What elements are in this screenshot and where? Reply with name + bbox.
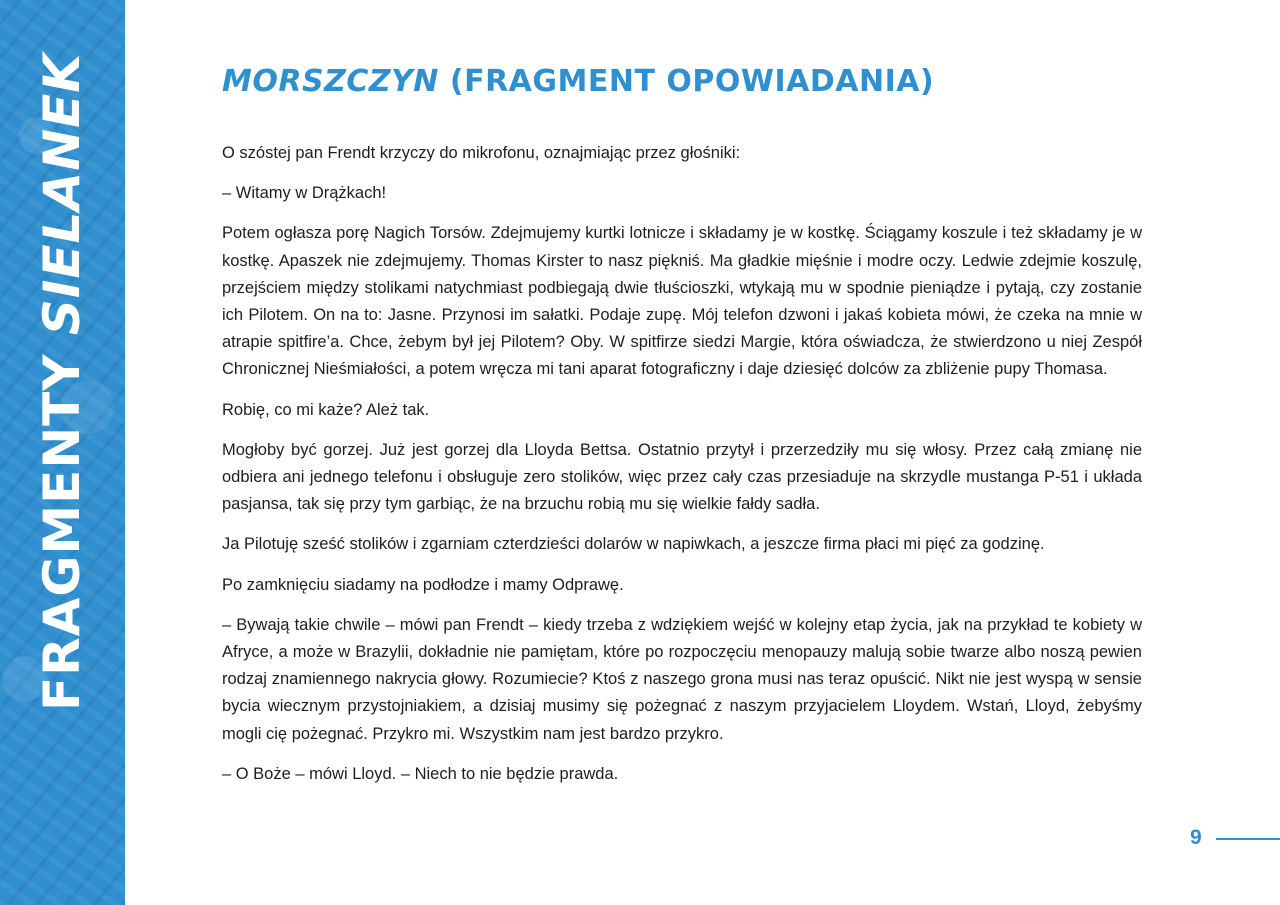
paragraph: – Witamy w Drążkach! — [222, 184, 387, 203]
paragraph: Po zamknięciu siadamy na podłodze i mamy Odprawę. — [222, 575, 624, 594]
sidebar-section-title — [33, 53, 91, 711]
page-title — [222, 64, 934, 99]
page-number: 9 — [1190, 826, 1202, 849]
paragraph: Potem ogłasza porę Nagich Torsów. Zdejmujemy kurtki lotnicze i składamy je w kostkę. Ściągamy koszule i też składamy je w kostkę. Apaszek nie zdejmujemy. Thomas Kirster to nasz piękniś. Ma gładkie mięśnie i modre oczy. Ledwie zdejmie koszulę, przejściem między stolikami natychmiast podbiegają dwie tłuścioszki, wtykają mu w spodnie pieniądze i pytają, czy zostanie ich Pilotem. On na to: Jasne. Przynosi im sałatki. Podaje zupę. Mój telefon dzwoni i jakaś kobieta mówi, że czeka na mnie w atrapie spitfire’a. Chce, żebym był jej Pilotem? Oby. W spitfirze siedzi Margie, która oświadcza, że stwierdzono u niej Zespół Chronicznej Nieśmiałości, a potem wręcza mi tani aparat fotograficzny i daje dziesięć dolców za zbliżenie pupy Thomasa. — [222, 224, 1142, 379]
page-title-italic: MORSZCZYN — [222, 64, 439, 99]
paragraph: – O Boże – mówi Lloyd. – Niech to nie będzie prawda. — [222, 764, 619, 783]
sidebar-title-italic: SIELANEK — [33, 53, 91, 336]
page-title-regular: (FRAGMENT OPOWIADANIA) — [438, 64, 935, 99]
story-text — [222, 140, 1142, 801]
paragraph: Ja Pilotuję sześć stolików i zgarniam czterdzieści dolarów w napiwkach, a jeszcze firma płaci mi pięć za godzinę. — [222, 535, 1045, 554]
paragraph: Robię, co mi każe? Ależ tak. — [222, 400, 430, 419]
sidebar-title-regular: FRAGMENTY — [33, 335, 91, 711]
sidebar-banner — [0, 0, 125, 905]
paragraph: O szóstej pan Frendt krzyczy do mikrofonu, oznajmiając przez głośniki: — [222, 144, 741, 162]
paragraph: Mogłoby być gorzej. Już jest gorzej dla Lloyda Bettsa. Ostatnio przytył i przerzedziły mu się włosy. Przez całą zmianę nie odbiera ani jednego telefonu i obsługuje zero stolików, więc przez cały czas przesiaduje na skrzydle mustanga P-51 i układa pasjansa, tak się przy tym garbiąc, że na brzuchu robią mu się wielkie fałdy sadła. — [222, 440, 1142, 514]
page-number-rule — [1216, 838, 1280, 840]
paragraph: – Bywają takie chwile – mówi pan Frendt – kiedy trzeba z wdziękiem wejść w kolejny etap życia, jak na przykład te kobiety w Afryce, a może w Brazylii, dokładnie nie pamiętam, które po rozpoczęciu menopauzy malują sobie twarze albo noszą pewien rodzaj znamiennego nakrycia głowy. Rozumiecie? Ktoś z naszego grona musi nas teraz opuścić. Nikt nie jest wyspą w sensie bycia wiecznym przystojniakiem, a dzisiaj musimy się pożegnać z naszym przyjacielem Lloydem. Wstań, Lloyd, żebyśmy mogli cię pożegnać. Przykro mi. Wszystkim nam jest bardzo przykro. — [222, 615, 1142, 743]
